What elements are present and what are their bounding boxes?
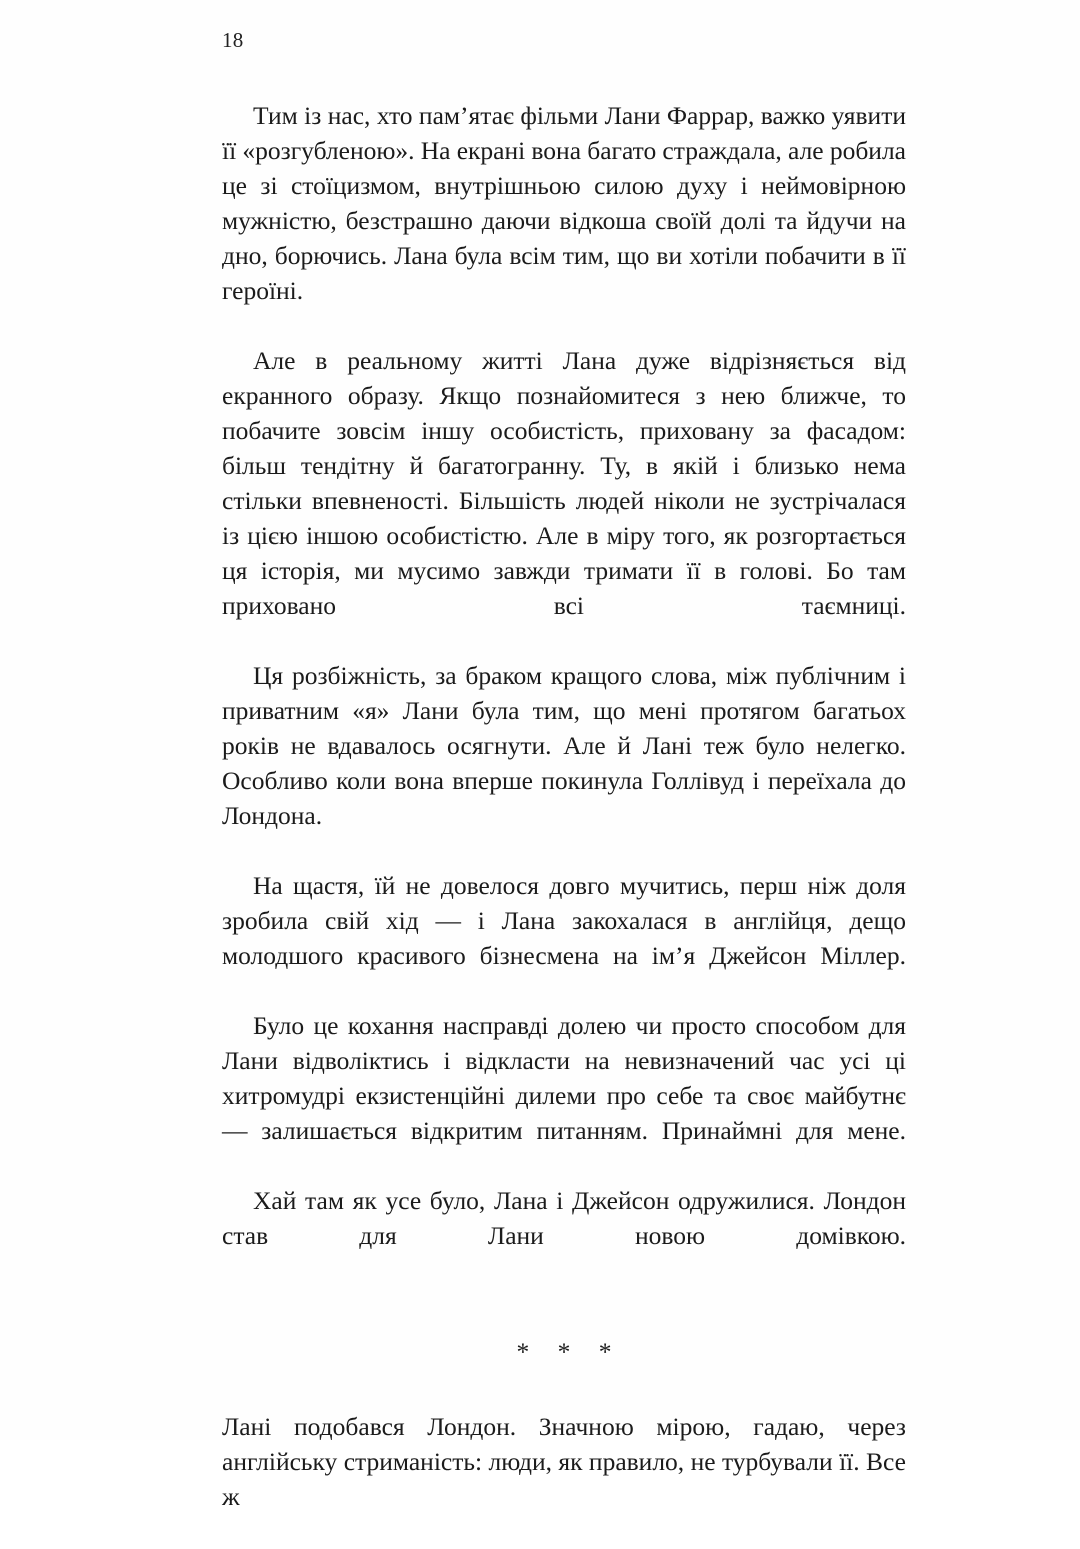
spacer bbox=[222, 1369, 906, 1409]
section-break-asterisks: * * * bbox=[516, 1337, 623, 1366]
text-block bbox=[222, 98, 906, 1549]
paragraph: Ця розбіжність, за браком кращого слова, між публічним і приватним «я» Лани була тим, що мені протягом багатьох років не вдавалось осягнути. Але й Лані теж було нелегко. Особливо коли вона вперше покинула Голлівуд і переїхала до Лондона. bbox=[222, 661, 906, 830]
paragraph: Хай там як усе було, Лана і Джейсон одружилися. Лондон став для Лани новою домівкою. bbox=[222, 1186, 906, 1250]
page-number: 18 bbox=[222, 28, 244, 52]
paragraph: Було це кохання насправді долею чи просто способом для Лани відволіктись і відкласти на невизначений час усі ці хитромудрі екзистенційні дилеми про себе та своє майбутнє — залишається відкритим питанням. Принаймні для мене. bbox=[222, 1011, 906, 1145]
paragraph: Але в реальному житті Лана дуже відрізняється від екранного образу. Якщо познайомитеся з нею ближче, то побачите зовсім іншу особистість, приховану за фасадом: більш тендітну й багатогранну. Ту, в якій і близько нема стільки впевненості. Більшість людей ніколи не зустрічалася із цією іншою особистістю. Але в міру того, як розгортається ця історія, ми мусимо завжди тримати її в голові. Бо там приховано всі таємниці. bbox=[222, 346, 906, 620]
spacer bbox=[222, 1288, 906, 1334]
paragraph: Тим із нас, хто пам’ятає фільми Лани Фаррар, важко уявити її «розгубленою». На екрані вона багато страждала, але робила це зі стоїцизмом, внутрішньою силою духу і неймовірною мужністю, безстрашно даючи відкоша своїй долі та йдучи на дно, борючись. Лана була всім тим, що ви хотіли побачити в її героїні. bbox=[222, 101, 906, 305]
paragraph: Лані подобався Лондон. Значною мірою, гадаю, через англійську стриманість: люди, як правило, не турбували її. Все ж bbox=[222, 1412, 906, 1511]
paragraph: На щастя, їй не довелося довго мучитись, перш ніж доля зробила свій хід — і Лана закохалася в англійця, дещо молодшого красивого бізнесмена на ім’я Джейсон Міллер. bbox=[222, 871, 906, 970]
